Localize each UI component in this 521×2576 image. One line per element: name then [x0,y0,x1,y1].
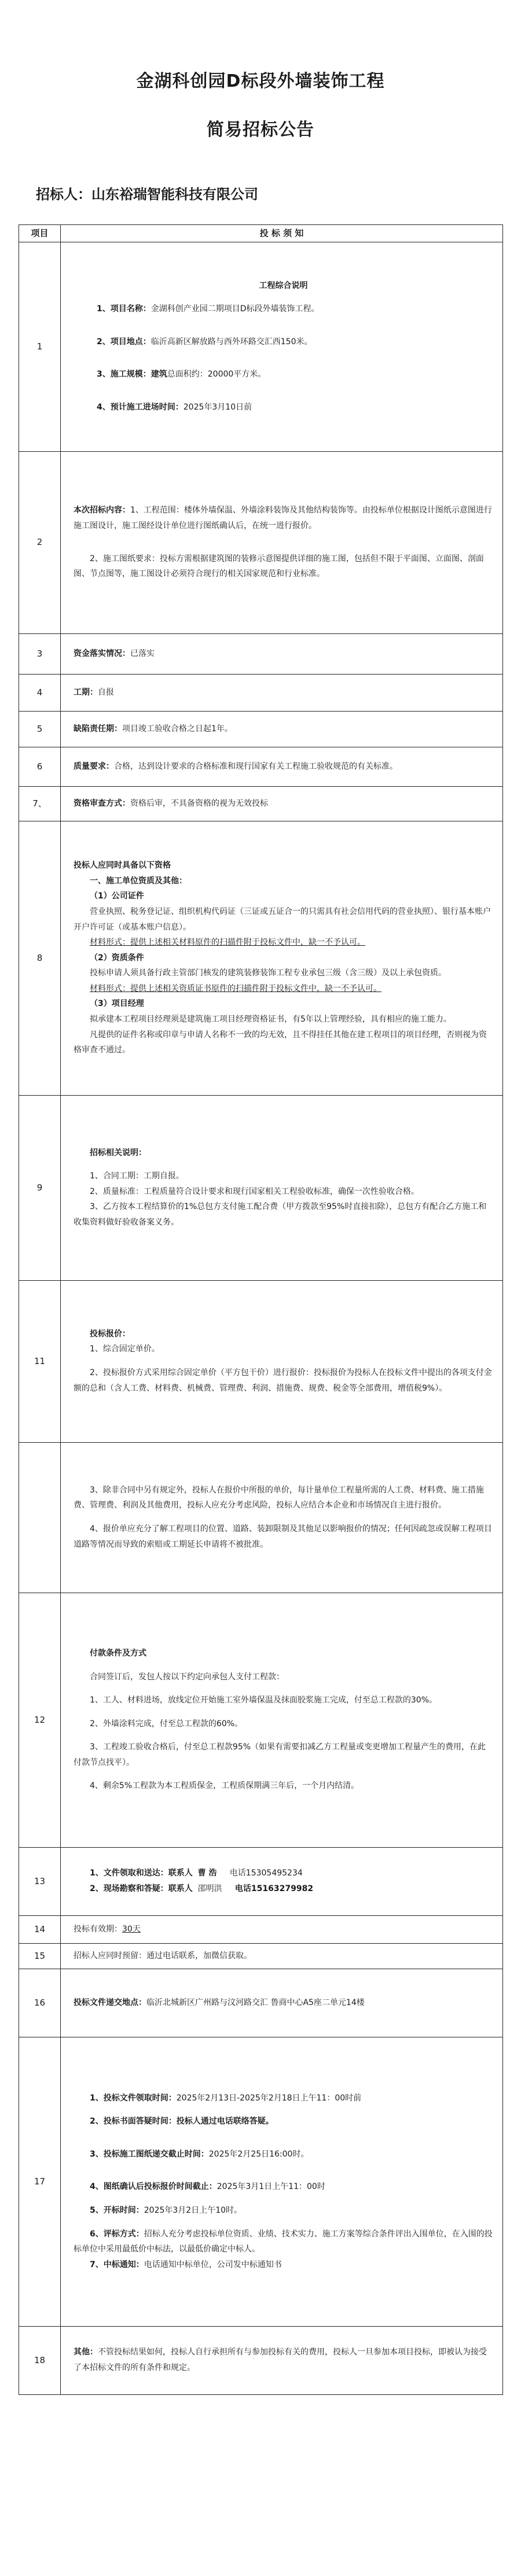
table-row [19,747,503,786]
paragraph: 营业执照、税务登记证、组织机构代码证（三证或五证合一的只需具有社会信用代码的营业执照）、银行基本账户开户许可证（或基本账户信息）。 [74,906,491,932]
item-value: 1、工程范围：楼体外墙保温、外墙涂料装饰及其他结构装饰等。由投标单位根据设计图纸示意图进行施工图设计，施工图经设计单位进行图纸确认后，在统一进行报价。 [74,506,492,530]
row-content [61,242,503,451]
table-row [19,2326,503,2394]
tenderer-line: 招标人：山东裕瑞智能科技有限公司 [36,186,258,202]
document-title: 金湖科创园D标段外墙装饰工程 [136,71,385,91]
item-value: 2025年2月25日16:00时。 [208,2149,309,2159]
row-number: 12 [19,1593,61,1847]
item-value: 电话通知中标单位，公司发中标通知书 [144,2260,282,2269]
row-number: 3 [19,633,61,674]
item-label: 1、投标文件领取时间： [90,2093,177,2103]
item-value: 金湖科创产业园二期项目D标段外墙装饰工程。 [151,304,320,314]
item-value: 2025年2月13日-2025年2月18日上午11：00时前 [176,2093,362,2103]
section-heading: 招标相关说明： [90,1148,146,1158]
table-row [19,1847,503,1915]
item-label: 投标文件递交地点： [74,1998,146,2007]
material-note: 材料形式：提供上述相关材料原件的扫描件附于投标文件中，缺一不予认可。 [90,938,365,948]
contact-name: 邵明洪 [197,1884,222,1893]
item-label: 2、投标书面答疑时间： [90,2117,177,2127]
item-label: 1、项目名称： [97,304,151,314]
item-label: 资金落实情况： [74,648,130,658]
sub-heading: （1）公司证件 [90,891,144,901]
item-value: 已落实 [130,648,155,658]
table-row [19,1969,503,2037]
table-row [19,1280,503,1442]
row-number: 5 [19,711,61,747]
table-row [19,674,503,711]
document-subtitle: 简易招标公告 [207,120,314,140]
item-value: 临沂高新区解放路与西外环路交汇西150米。 [151,337,313,347]
section-heading: 投标人应同时具备以下资格 [74,861,171,871]
contact-phone: 电话15163279982 [234,1884,314,1893]
material-note: 材料形式：提供上述相关资质证书原件的扫描件附于投标文件中，缺一不予认可。 [90,983,381,993]
item-label: 5、开标时间： [90,2206,144,2215]
item-value: 总面积约：20000平方米。 [167,370,266,379]
row-number: 8 [19,821,61,1095]
section-heading: 付款条件及方式 [90,1648,146,1658]
paragraph: 4、剩余5%工程款为本工程质保金，工程质保期满三年后，一个月内结清。 [90,1781,359,1791]
item-label: 缺陷责任期： [74,724,122,734]
row-content [61,1442,503,1593]
table-row [19,2037,503,2326]
table-row [19,711,503,747]
paragraph: 3、除非合同中另有规定外，投标人在报价中所报的单价，每计量单位工程量所需的人工费、材料费、施工措施费、管理费、利润及其他费用，投标人应充分考虑风险，投标人应结合本企业和市场情况自主进行报价。 [74,1485,484,1510]
sub-heading: 一、施工单位资质及其他： [90,876,187,886]
row-number: 13 [19,1847,61,1915]
header-notice: 投 标 须 知 [61,225,503,242]
table-row [19,451,503,633]
item-value: 临沂北城新区广州路与汶河路交汇 鲁商中心A5座二单元14楼 [146,1998,365,2007]
header-item-no: 项目 [19,225,61,242]
item-value: 招标人充分考虑投标单位资质、业绩、技术实力、施工方案等综合条件评出入围单位，在入围的投标单位中采用最低价中标法，以最低价确定中标人。 [74,2229,493,2254]
item-value: 投标人通过电话联络答疑。 [176,2117,274,2127]
row-content [61,1280,503,1442]
item-value: 2025年3月2日上午10时。 [144,2206,243,2215]
paragraph: 合同签订后，发包人按以下约定向承包人支付工程款： [90,1672,284,1682]
paragraph: 2、外墙涂料完成，付至总工程款的60%。 [90,1719,243,1729]
item-label: 其他： [74,2347,98,2357]
item-label: 投标有效期： [74,1924,122,1934]
paragraph: 拟承建本工程项目经理须是建筑施工项目经理资格证书，有5年以上管理经验，具有相应的施工能力。 [90,1015,452,1024]
paragraph: 2、投标报价方式采用综合固定单价（平方包干价）进行报价：投标报价为投标人在投标文件中提出的各项支付金额的总和（含人工费、材料费、机械费、管理费、利润、措施费、规费、税金等全部费用，增值税9%）。 [74,1368,492,1393]
item-value: 通过电话联系，加微信获取。 [146,1951,252,1960]
row-content [61,1095,503,1280]
row-content [61,451,503,633]
section-heading: 工程综合说明 [259,281,308,290]
item-label: 2、项目地点： [97,337,151,347]
sub-heading: （3）项目经理 [90,999,144,1009]
paragraph: 4、报价单应充分了解工程项目的位置、道路、装卸限制及其他足以影响报价的情况；任何因疏忽或误解工程项目道路等情况而导致的索赔或工期延长申请将不被批准。 [74,1524,492,1549]
row-content [61,2037,503,2326]
table-row [19,1095,503,1280]
row-number: 7、 [19,786,61,821]
table-row [19,633,503,674]
item-value: 资格后审，不具备资格的视为无效投标 [130,798,268,808]
table-row [19,242,503,451]
row-number: 16 [19,1969,61,2037]
item-value: 2、施工图纸要求：投标方需根据建筑图的装修示意图提供详细的施工图，包括但不限于平面图、立面图、剖面图、节点图等，施工图设计必须符合现行的相关国家规范和行业标准。 [74,554,484,579]
item-label: 资格审查方式： [74,798,130,808]
row-number: 14 [19,1915,61,1943]
item-label: 质量要求： [74,761,114,771]
table-row [19,1915,503,1943]
paragraph: 2、质量标准：工程质量符合设计要求和现行国家相关工程验收标准，确保一次性验收合格。 [90,1186,419,1196]
row-number: 18 [19,2326,61,2394]
table-row [19,821,503,1095]
item-value: 2025年3月1日上午11：00时 [217,2182,325,2192]
table-header-row [19,225,503,242]
table-row [19,1943,503,1969]
item-label: 3、施工规模：建筑 [97,370,167,379]
table-row [19,786,503,821]
table-row [19,1442,503,1593]
item-value: 自报 [98,687,114,697]
item-label: 工期： [74,687,98,697]
item-label: 招标人应同时预留： [74,1951,146,1960]
item-label: 3、投标施工图纸递交截止时间： [90,2149,209,2159]
row-number: 2 [19,451,61,633]
row-number: 15 [19,1943,61,1969]
paragraph: 3、乙方按本工程结算价的1%总包方支付施工配合费（甲方拨款至95%时直接扣除），总包方有配合乙方施工和收集资料做好验收备案义务。 [74,1202,487,1227]
paragraph: 凡提供的证件名称或印章与申请人名称不一致的均无效，且不得挂任其他在建工程项目的项目经理，否则视为资格审查不通过。 [74,1030,487,1055]
table-row [19,1593,503,1847]
contact-phone: 电话15305495234 [229,1869,303,1878]
item-value: 项目竣工验收合格之日起1年。 [122,724,233,734]
item-label: 4、图纸确认后投标报价时间截止： [90,2182,217,2192]
contact-name: 曹 浩 [197,1869,217,1878]
row-number: 4 [19,674,61,711]
row-content [61,1593,503,1847]
row-number: 6 [19,747,61,786]
item-value: 合格，达到设计要求的合格标准和现行国家有关工程施工验收规范的有关标准。 [114,761,398,771]
sub-heading: （2）资质条件 [90,953,144,963]
item-label: 7、中标通知： [90,2260,144,2269]
paragraph: 投标申请人须具备行政主管部门核发的建筑装修装饰工程专业承包三级（含三级）及以上承包资质。 [90,968,446,978]
item-value: 2025年3月10日前 [183,402,252,412]
item-label: 6、评标方式： [90,2229,144,2239]
item-label: 2、现场勘察和答疑：联系人 [90,1884,193,1893]
row-number: 11 [19,1280,61,1442]
item-label: 4、预计施工进场时间： [97,402,184,412]
item-value: 30天 [122,1924,141,1934]
row-number: 1 [19,242,61,451]
row-number: 9 [19,1095,61,1280]
row-content [61,1847,503,1915]
section-heading: 投标报价： [90,1329,130,1339]
tender-notice-table [19,224,503,2395]
item-label: 本次招标内容： [74,506,130,515]
paragraph: 3、工程竣工验收合格后，付至总工程款95%（如果有需要扣减乙方工程量或变更增加工程量产生的费用，在此付款节点找平）。 [74,1742,486,1767]
paragraph: 1、合同工期：工期自报。 [90,1171,184,1181]
paragraph: 1、工人、材料进场，放线定位开始施工室外墙保温及抹面胶浆施工完成，付至总工程款的30%。 [90,1696,438,1705]
item-value: 不管投标结果如何，投标人自行承担所有与参加投标有关的费用，投标人一旦参加本项目投标，即被认为接受了本招标文件的所有条件和规定。 [74,2347,487,2372]
row-content [61,821,503,1095]
paragraph: 1、综合固定单价。 [90,1344,160,1354]
item-label: 1、文件领取和送达：联系人 [90,1869,193,1878]
row-number: 17 [19,2037,61,2326]
